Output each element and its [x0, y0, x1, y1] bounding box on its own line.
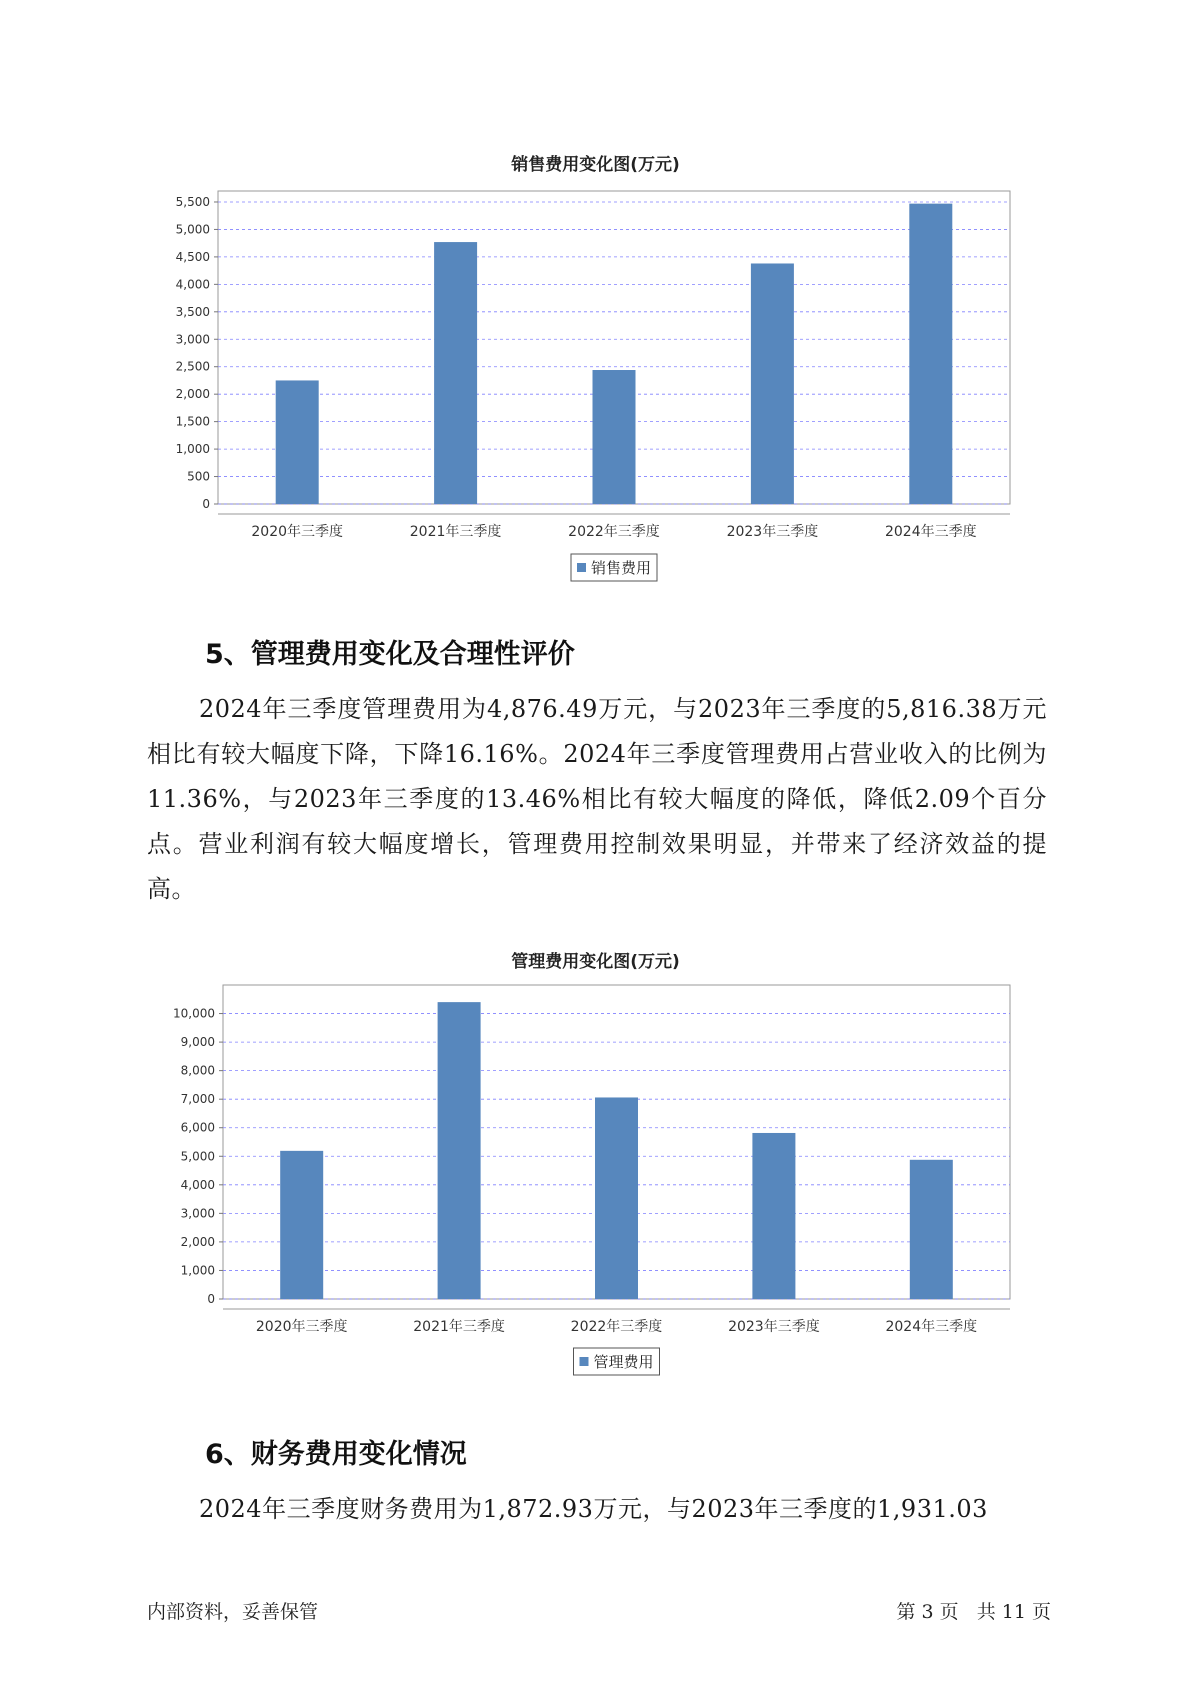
section-6-paragraph: 2024年三季度财务费用为1,872.93万元，与2023年三季度的1,931.03	[199, 1495, 988, 1523]
y-tick-label: 0	[202, 497, 210, 511]
legend-label: 销售费用	[591, 559, 652, 577]
y-tick-label: 1,000	[175, 442, 210, 457]
bar	[438, 1002, 481, 1299]
footer-page-number: 第 3 页 共 11 页	[896, 1601, 1051, 1623]
y-tick-label: 2,500	[175, 359, 210, 374]
y-tick-label: 5,500	[175, 194, 210, 209]
x-tick-label: 2020年三季度	[251, 524, 344, 540]
chart-title: 管理费用变化图(万元)	[511, 952, 680, 972]
legend-label: 管理费用	[593, 1353, 654, 1371]
y-tick-label: 3,500	[175, 304, 210, 319]
x-tick-label: 2022年三季度	[568, 524, 660, 540]
y-tick-label: 1,500	[175, 414, 210, 429]
y-tick-label: 5,000	[180, 1149, 215, 1164]
x-tick-label: 2024年三季度	[885, 1319, 978, 1335]
y-tick-label: 3,000	[175, 332, 210, 347]
legend-swatch	[580, 1357, 589, 1366]
y-tick-label: 5,000	[175, 222, 210, 237]
bar	[595, 1097, 638, 1299]
y-tick-label: 4,000	[175, 277, 210, 292]
footer-confidential-note: 内部资料，妥善保管	[147, 1601, 319, 1623]
y-tick-label: 4,500	[175, 249, 210, 264]
y-tick-label: 2,000	[175, 387, 210, 402]
x-tick-label: 2021年三季度	[413, 1319, 505, 1335]
y-tick-label: 8,000	[180, 1063, 215, 1078]
legend	[574, 1348, 660, 1375]
y-tick-label: 3,000	[180, 1206, 215, 1221]
bar	[752, 1133, 795, 1299]
y-tick-label: 1,000	[180, 1263, 215, 1278]
x-tick-label: 2021年三季度	[409, 524, 502, 540]
y-tick-label: 500	[187, 469, 210, 484]
x-tick-label: 2023年三季度	[728, 1319, 820, 1335]
section-6-heading: 6、财务费用变化情况	[205, 1439, 467, 1470]
x-tick-label: 2023年三季度	[726, 524, 819, 540]
chart-title: 销售费用变化图(万元)	[511, 155, 680, 175]
section-5-paragraph: 2024年三季度管理费用为4,876.49万元，与2023年三季度的5,816.38万元相比有较大幅度下降，下降16.16%。2024年三季度管理费用占营业收入的比例为11.36%，与2023年三季度的13.46%相比有较大幅度的降低，降低2.09个百分点。营业利润有较大幅度增长，管理费用控制效果明显，并带来了经济效益的提高。	[147, 695, 1047, 903]
x-tick-label: 2020年三季度	[255, 1319, 348, 1335]
y-tick-label: 10,000	[173, 1006, 215, 1021]
y-tick-label: 9,000	[180, 1035, 215, 1050]
bar	[910, 1160, 953, 1299]
y-tick-label: 6,000	[180, 1120, 215, 1135]
y-tick-label: 0	[207, 1292, 215, 1306]
section-5-heading: 5、管理费用变化及合理性评价	[205, 639, 575, 670]
bar	[280, 1151, 323, 1299]
x-tick-label: 2024年三季度	[884, 524, 977, 540]
y-tick-label: 2,000	[180, 1234, 215, 1249]
y-tick-label: 4,000	[180, 1177, 215, 1192]
y-tick-label: 7,000	[180, 1092, 215, 1107]
x-tick-label: 2022年三季度	[570, 1319, 663, 1335]
